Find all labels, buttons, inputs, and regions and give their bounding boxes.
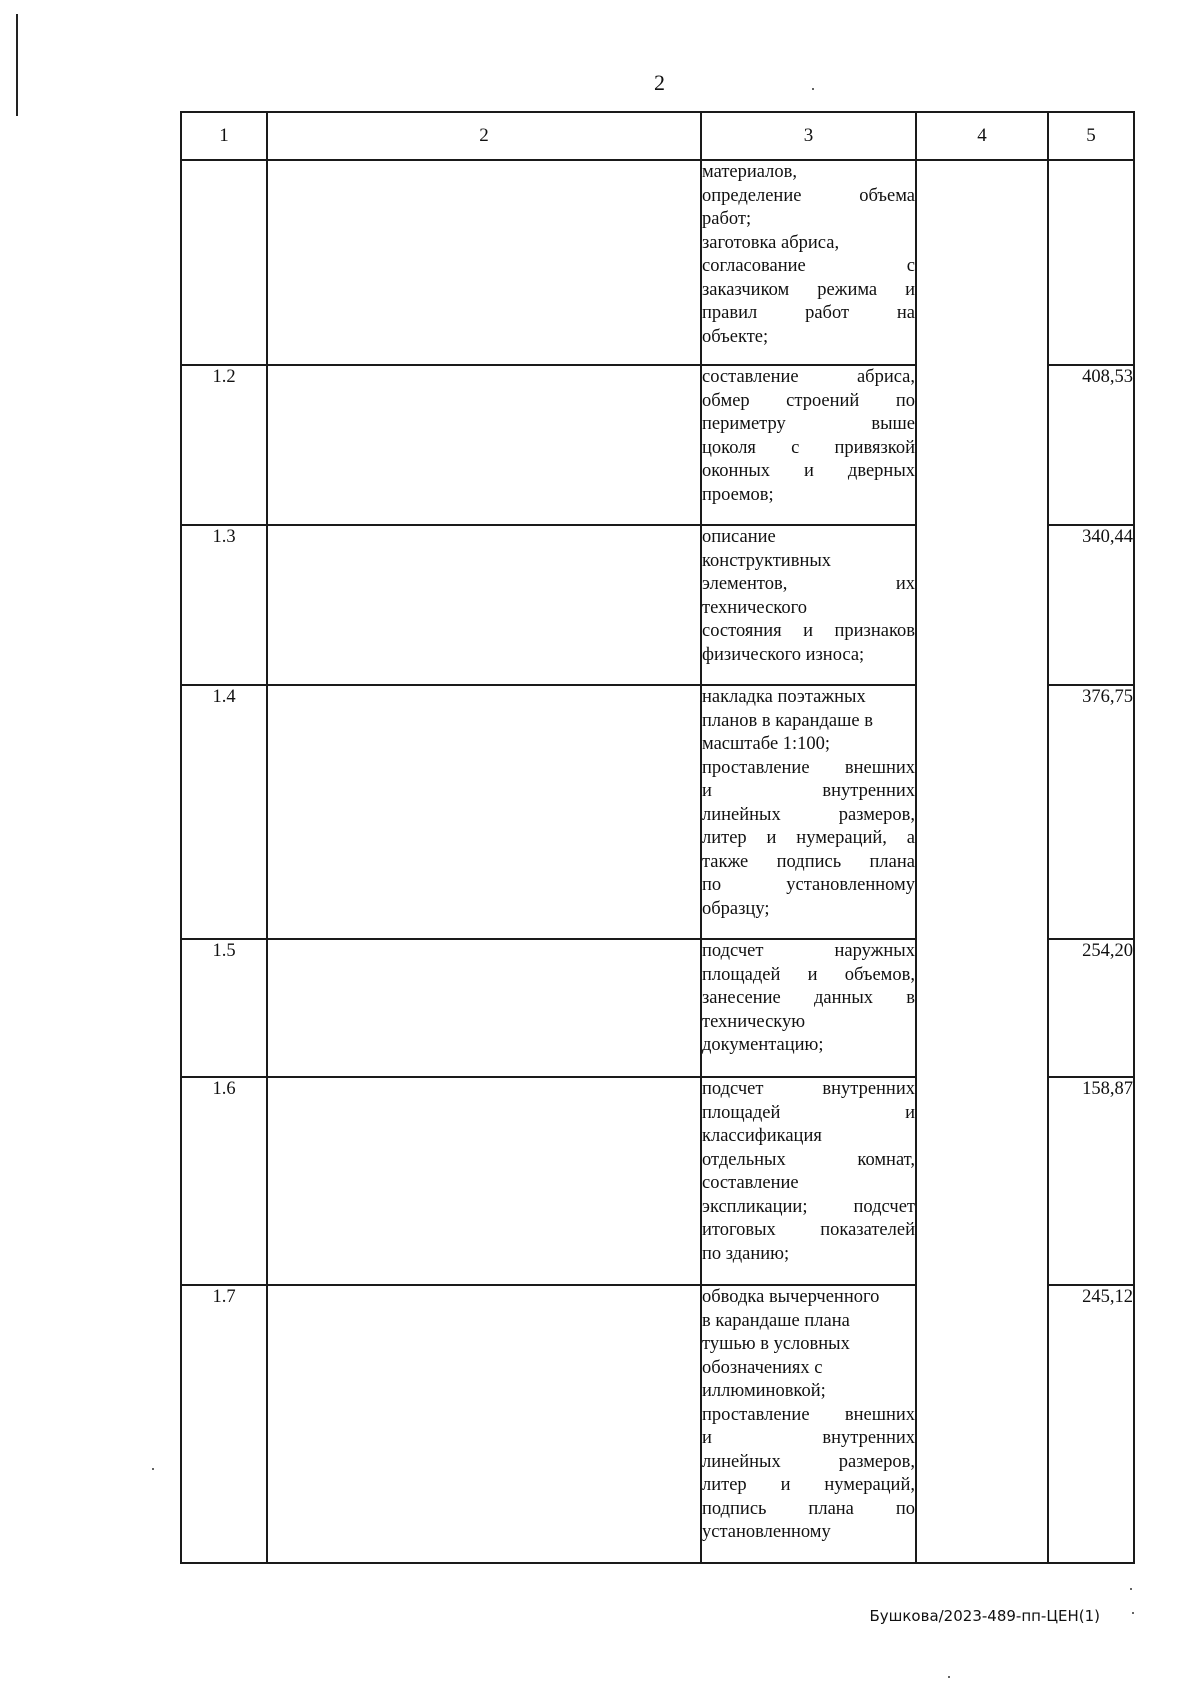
description-line: итоговых показателей <box>702 1220 915 1240</box>
table-row <box>181 1077 1134 1285</box>
row-number <box>181 160 267 365</box>
description-line: образцу; <box>702 898 770 919</box>
description-line: площадей и объемов, <box>702 964 915 985</box>
row-value: 408,53 <box>1048 365 1134 525</box>
row-description <box>701 160 916 365</box>
description-line: также подпись плана <box>702 851 915 872</box>
scan-edge-mark <box>16 14 18 116</box>
table-row <box>181 365 1134 525</box>
table-row <box>181 525 1134 685</box>
row-number: 1.7 <box>181 1285 267 1563</box>
description-line: работ; <box>702 209 752 229</box>
description-line: занесение данных в <box>702 988 915 1008</box>
description-line: заготовка абриса, <box>702 232 840 253</box>
row-name <box>267 365 701 525</box>
row-number: 1.3 <box>181 525 267 685</box>
scan-speck <box>1130 1588 1132 1590</box>
row-col4 <box>916 685 1048 939</box>
scan-speck <box>948 1676 950 1678</box>
row-col4 <box>916 160 1048 365</box>
description-line: линейных размеров, <box>702 804 915 825</box>
description-line: состояния и признаков <box>702 621 915 641</box>
description-line: обмер строений по <box>702 390 915 411</box>
row-col4 <box>916 525 1048 685</box>
row-name <box>267 1285 701 1563</box>
description-line: периметру выше <box>702 414 915 434</box>
description-line: обозначениях с <box>702 1357 823 1378</box>
row-value: 254,20 <box>1048 939 1134 1077</box>
page-number: 2 <box>654 70 665 95</box>
description-line: планов в карандаше в <box>702 710 873 731</box>
document-code: Бушкова/2023-489-пп-ЦЕН(1) <box>869 1607 1100 1625</box>
description-line: подпись плана по <box>702 1498 915 1519</box>
row-value: 158,87 <box>1048 1077 1134 1285</box>
description-line: оконных и дверных <box>702 461 915 481</box>
col-header-4: 4 <box>916 112 1048 160</box>
description-line: техническую <box>702 1011 806 1032</box>
row-description <box>701 525 916 685</box>
description-line: цоколя с привязкой <box>702 437 915 458</box>
description-line: установленному <box>702 1522 831 1542</box>
scan-speck <box>812 88 814 90</box>
row-name <box>267 685 701 939</box>
table-row <box>181 160 1134 365</box>
row-value: 340,44 <box>1048 525 1134 685</box>
header-row <box>181 112 1134 160</box>
pricing-table <box>180 111 1135 1564</box>
col-header-2: 2 <box>267 112 701 160</box>
table-row <box>181 1285 1134 1563</box>
row-description <box>701 365 916 525</box>
description-line: физического износа; <box>702 644 865 665</box>
row-number: 1.2 <box>181 365 267 525</box>
row-name <box>267 525 701 685</box>
description-line: составление абриса, <box>702 367 915 387</box>
row-value: 245,12 <box>1048 1285 1134 1563</box>
col-header-3: 3 <box>701 112 916 160</box>
description-line: отдельных комнат, <box>702 1149 915 1170</box>
row-description <box>701 1077 916 1285</box>
row-number: 1.5 <box>181 939 267 1077</box>
description-line: конструктивных <box>702 550 832 571</box>
row-description <box>701 1285 916 1563</box>
description-line: тушью в условных <box>702 1334 850 1354</box>
description-line: заказчиком режима и <box>702 279 915 300</box>
row-name <box>267 1077 701 1285</box>
description-line: и внутренних <box>702 781 915 801</box>
row-name <box>267 939 701 1077</box>
description-line: описание <box>702 527 776 547</box>
description-line: площадей и <box>702 1102 915 1123</box>
description-line: проставление внешних <box>702 757 915 778</box>
row-col4 <box>916 939 1048 1077</box>
description-line: проставление внешних <box>702 1404 915 1425</box>
description-line: материалов, <box>702 162 797 182</box>
row-value <box>1048 160 1134 365</box>
row-name <box>267 160 701 365</box>
description-line: подсчет внутренних <box>702 1079 915 1099</box>
description-line: технического <box>702 597 807 618</box>
description-line: обводка вычерченного <box>702 1287 880 1307</box>
description-line: классификация <box>702 1126 822 1146</box>
row-number: 1.6 <box>181 1077 267 1285</box>
description-line: линейных размеров, <box>702 1451 915 1472</box>
description-line: литер и нумераций, <box>702 1475 915 1495</box>
row-col4 <box>916 365 1048 525</box>
description-line: подсчет наружных <box>702 941 915 961</box>
scan-speck <box>152 1468 154 1470</box>
description-line: составление <box>702 1173 799 1193</box>
description-line: проемов; <box>702 484 774 505</box>
description-line: экспликации; подсчет <box>702 1196 915 1217</box>
description-line: элементов, их <box>702 574 915 594</box>
description-line: объекте; <box>702 326 769 347</box>
description-line: литер и нумераций, а <box>702 828 915 848</box>
description-line: согласование с <box>702 256 915 276</box>
description-line: и внутренних <box>702 1428 915 1448</box>
col-header-1: 1 <box>181 112 267 160</box>
row-col4 <box>916 1285 1048 1563</box>
description-line: масштабе 1:100; <box>702 734 831 754</box>
col-header-5: 5 <box>1048 112 1134 160</box>
scan-speck <box>1132 1612 1134 1614</box>
row-number: 1.4 <box>181 685 267 939</box>
description-line: накладка поэтажных <box>702 687 866 707</box>
table-row <box>181 939 1134 1077</box>
description-line: определение объема <box>702 185 915 206</box>
row-description <box>701 939 916 1077</box>
description-line: документацию; <box>702 1035 824 1055</box>
row-col4 <box>916 1077 1048 1285</box>
description-line: правил работ на <box>702 303 915 323</box>
description-line: иллюминовкой; <box>702 1381 826 1401</box>
table-row <box>181 685 1134 939</box>
description-line: по установленному <box>702 875 915 895</box>
description-line: по зданию; <box>702 1243 790 1264</box>
row-description <box>701 685 916 939</box>
row-value: 376,75 <box>1048 685 1134 939</box>
description-line: в карандаше плана <box>702 1310 850 1331</box>
